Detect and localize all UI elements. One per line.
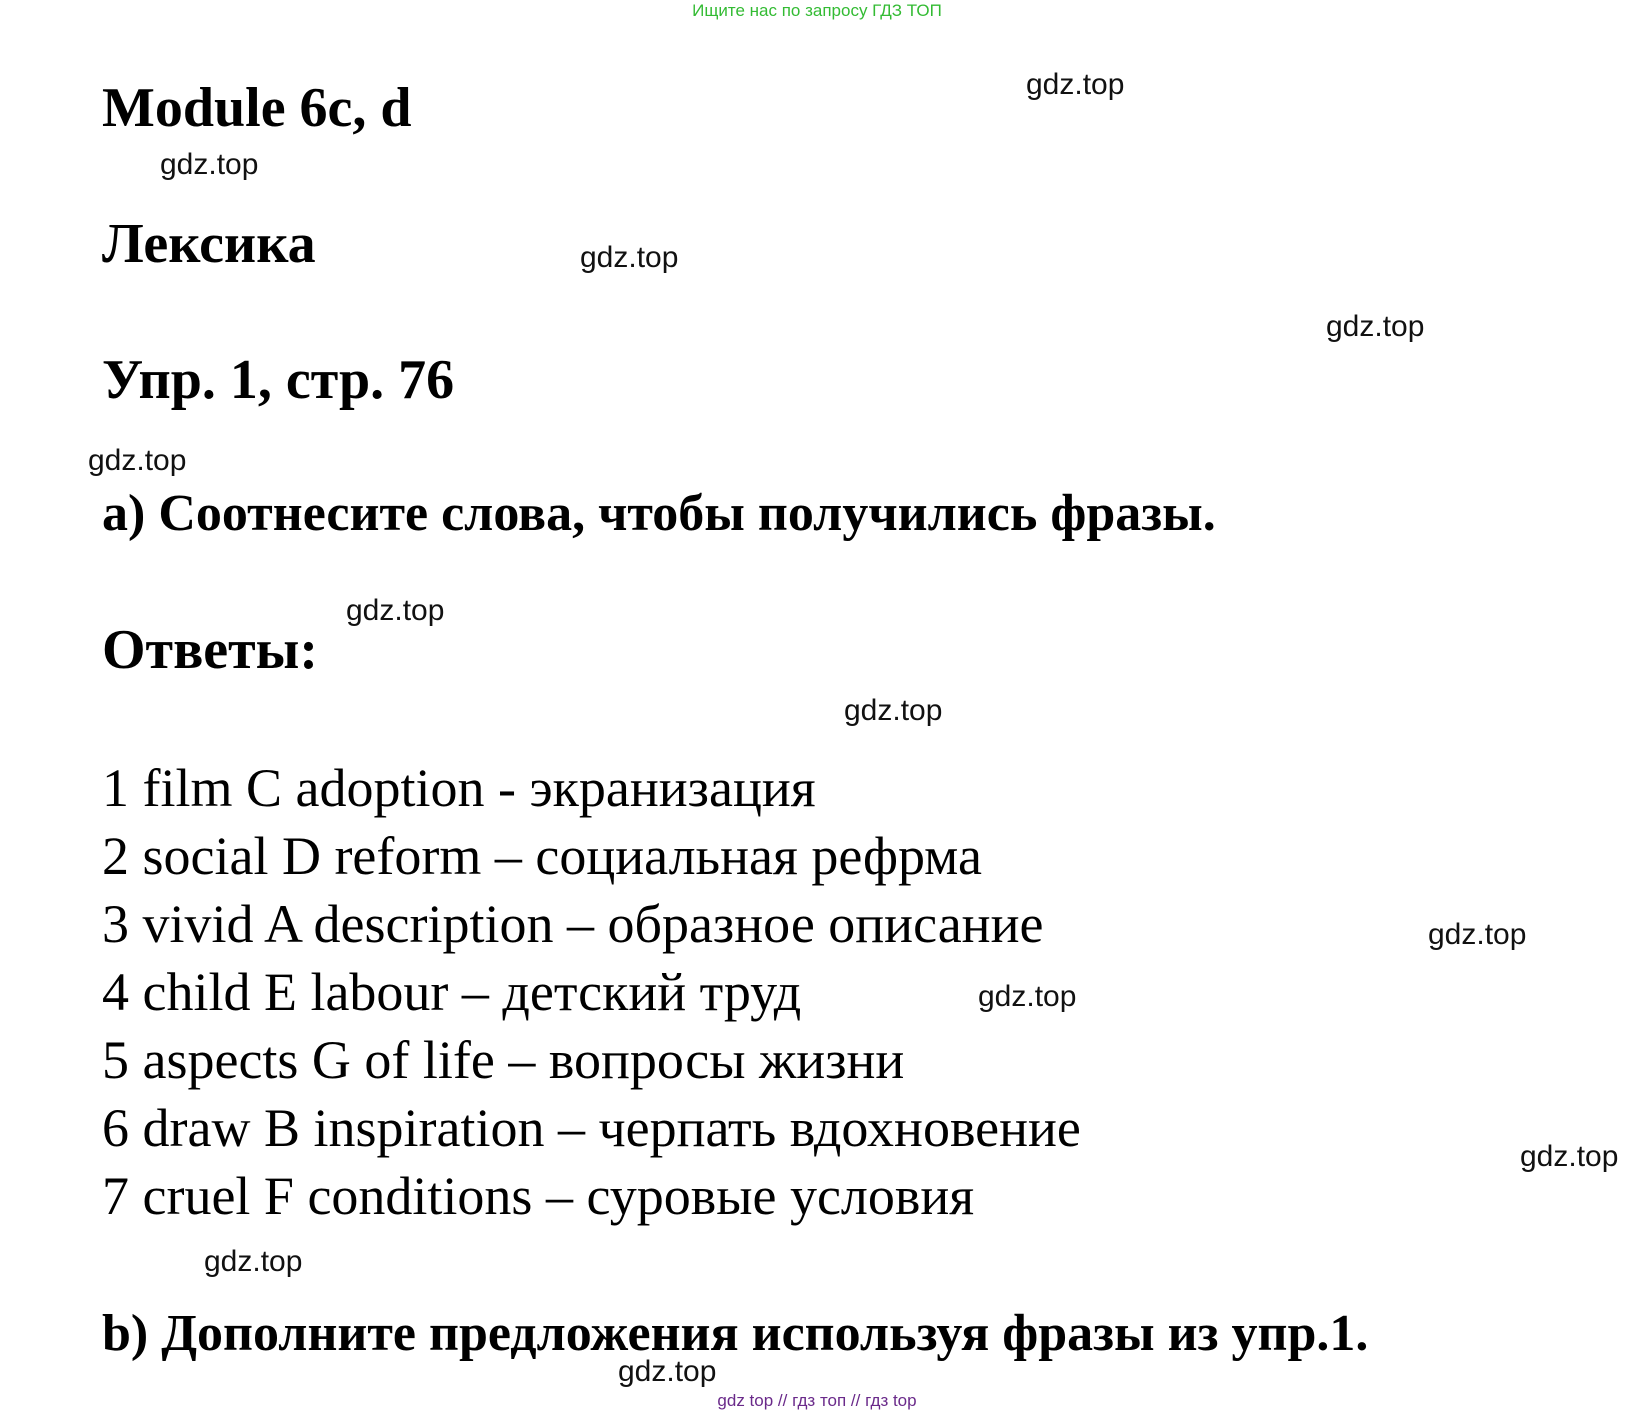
answer-item: 4 child E labour – детский труд [102,962,802,1022]
answer-item: 6 draw B inspiration – черпать вдохновение [102,1098,1081,1158]
answer-item: 1 film C adoption - экранизация [102,758,816,818]
watermark: gdz.top [1026,68,1125,101]
answers-label: Ответы: [102,619,319,681]
watermark: gdz.top [1520,1140,1619,1173]
answer-item: 3 vivid A description – образное описание [102,894,1044,954]
watermark: gdz.top [580,241,679,274]
watermark: gdz.top [346,594,445,627]
answers-list [102,754,1081,1230]
exercise-heading: Упр. 1, стр. 76 [102,349,455,411]
watermark: gdz.top [160,148,259,181]
watermark: gdz.top [844,694,943,727]
watermark: gdz.top [88,444,187,477]
watermark: gdz.top [1326,310,1425,343]
watermark: gdz.top [1428,918,1527,951]
answer-item: 2 social D reform – социальная рефрма [102,826,982,886]
watermark: gdz.top [978,980,1077,1013]
answer-item: 7 cruel F conditions – суровые условия [102,1166,975,1226]
answer-item: 5 aspects G of life – вопросы жизни [102,1030,905,1090]
footer: gdz top // гдз топ // гдз top [717,1391,917,1410]
task-b: b) Дополните предложения используя фразы из упр.1. [102,1305,1369,1362]
watermark: gdz.top [618,1355,717,1388]
task-a: a) Соотнесите слова, чтобы получились фразы. [102,485,1216,542]
watermark: gdz.top [204,1245,303,1278]
top-banner: Ищите нас по запросу ГДЗ ТОП [692,1,942,20]
section-heading: Лексика [102,213,316,275]
module-title: Module 6c, d [102,77,412,139]
